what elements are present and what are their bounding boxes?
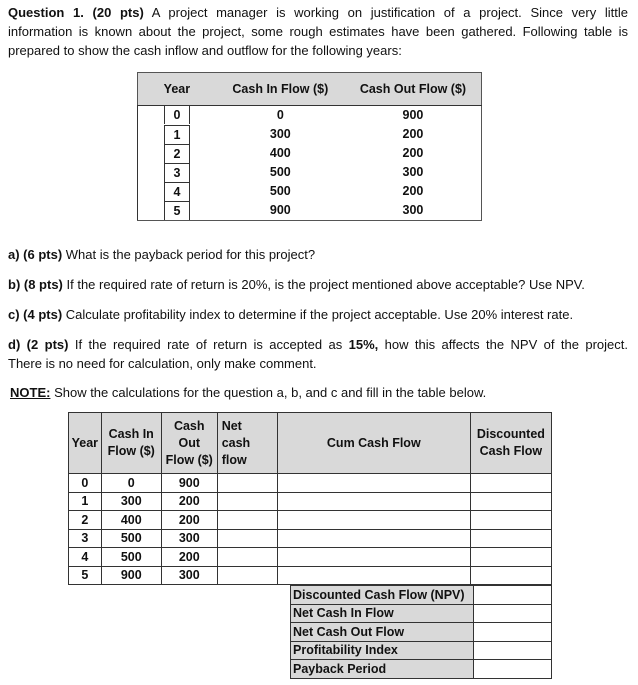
- discounted-cash-flow-cell[interactable]: [470, 548, 551, 567]
- year-cell: 2: [69, 511, 102, 530]
- discounted-cash-flow-cell[interactable]: [470, 566, 551, 585]
- year-cell: 3: [69, 529, 102, 548]
- header-discounted-cash-flow: [470, 413, 551, 474]
- year-cell: 1: [69, 492, 102, 511]
- part-d: [8, 335, 628, 373]
- cash-in-cell: 0: [276, 108, 284, 123]
- cash-out-cell: 200: [345, 125, 482, 144]
- discounted-cash-flow-cell[interactable]: [470, 529, 551, 548]
- cash-out-cell: 300: [345, 163, 482, 182]
- table-row: [69, 566, 552, 585]
- cum-cash-flow-cell[interactable]: [277, 566, 470, 585]
- cash-in-cell: 500: [269, 184, 291, 198]
- part-a-text: What is the payback period for this project?: [62, 247, 316, 262]
- part-d-text1: If the required rate of return is accepted as: [68, 337, 349, 352]
- header-net-line2: cash: [221, 435, 251, 450]
- cash-in-cell: 400: [269, 146, 291, 160]
- part-a: [8, 245, 628, 264]
- header-disc-line2: Cash Flow: [479, 444, 543, 458]
- header-year: Year: [138, 73, 216, 106]
- question-text-line3: prepared to show the cash inflow and outflow for the following years:: [8, 43, 402, 58]
- summary-label: Net Cash In Flow: [291, 604, 474, 623]
- discounted-cash-flow-cell[interactable]: [470, 474, 551, 493]
- net-cash-flow-cell[interactable]: [217, 548, 277, 567]
- cum-cash-flow-cell[interactable]: [277, 548, 470, 567]
- year-cell: 4: [69, 548, 102, 567]
- header-cum-cash-flow: [277, 413, 470, 474]
- header-year: [69, 413, 102, 474]
- cum-cash-flow-cell[interactable]: [277, 529, 470, 548]
- cash-flow-table-header: [138, 73, 482, 106]
- year-cell: 2: [164, 144, 190, 163]
- table-row: [138, 163, 482, 182]
- header-cash-in-line2: Flow ($): [107, 444, 155, 458]
- cash-out-cell: 300: [161, 566, 217, 585]
- table-row: [138, 144, 482, 163]
- summary-label: Net Cash Out Flow: [291, 623, 474, 642]
- table-row: [138, 106, 482, 125]
- table-row: [69, 529, 552, 548]
- part-c-label: c) (4 pts): [8, 307, 63, 322]
- net-cash-flow-cell[interactable]: [217, 529, 277, 548]
- header-disc-line1: Discounted: [476, 427, 545, 441]
- summary-value-cell[interactable]: [474, 641, 552, 660]
- table-row: [138, 125, 482, 144]
- cash-in-cell: 500: [269, 165, 291, 179]
- part-d-label: d) (2 pts): [8, 337, 69, 352]
- header-year-label: Year: [71, 435, 99, 450]
- note-label: NOTE:: [10, 385, 51, 400]
- summary-value-cell[interactable]: [474, 660, 552, 679]
- question-text-line1: A project manager is working on justification of a project. Since very little: [143, 5, 628, 20]
- part-d-line2: There is no need for calculation, only make comment.: [8, 356, 317, 371]
- part-b: [8, 275, 628, 294]
- net-cash-flow-cell[interactable]: [217, 474, 277, 493]
- header-cash-out-line2: Out: [178, 435, 200, 450]
- calculation-table: [68, 412, 552, 585]
- header-net-line1: Net: [221, 418, 242, 433]
- cash-out-cell: 900: [161, 474, 217, 493]
- summary-label: Profitability Index: [291, 641, 474, 660]
- discounted-cash-flow-cell[interactable]: [470, 492, 551, 511]
- cash-in-cell: 0: [101, 474, 161, 493]
- table-row: [138, 182, 482, 201]
- cash-in-cell: 500: [101, 548, 161, 567]
- cash-out-cell: 200: [345, 144, 482, 163]
- cum-cash-flow-cell[interactable]: [277, 511, 470, 530]
- question-label: Question 1. (20 pts): [8, 5, 144, 20]
- summary-row-npv: [291, 586, 552, 605]
- summary-row-net-cash-in: [291, 604, 552, 623]
- summary-row-payback-period: [291, 660, 552, 679]
- cash-in-cell: 400: [101, 511, 161, 530]
- calculation-table-header: [69, 413, 552, 474]
- part-c-text: Calculate profitability index to determine if the project acceptable. Use 20% interest rate.: [62, 307, 574, 322]
- part-b-label: b) (8 pts): [8, 277, 63, 292]
- header-net-cash-flow: [217, 413, 277, 474]
- header-cash-out: [161, 413, 217, 474]
- summary-row-net-cash-out: [291, 623, 552, 642]
- cash-out-cell: 900: [345, 106, 482, 125]
- header-net-line3: flow: [221, 452, 247, 467]
- question-paragraph: [8, 3, 628, 60]
- net-cash-flow-cell[interactable]: [217, 511, 277, 530]
- header-cum-label: Cum Cash Flow: [326, 435, 421, 450]
- year-cell: 5: [69, 566, 102, 585]
- table-row: [69, 548, 552, 567]
- note: [10, 383, 630, 402]
- summary-value-cell[interactable]: [474, 623, 552, 642]
- cash-out-cell: 200: [161, 492, 217, 511]
- year-cell: 4: [164, 182, 190, 201]
- year-cell: 5: [164, 201, 190, 220]
- cash-in-cell: 500: [101, 529, 161, 548]
- part-d-text2: how this affects the NPV of the project.: [378, 337, 628, 352]
- year-cell: 0: [164, 106, 190, 124]
- header-cash-out-line1: Cash: [173, 418, 205, 433]
- cash-out-cell: 300: [345, 201, 482, 221]
- summary-table: [290, 585, 552, 679]
- summary-value-cell[interactable]: [474, 586, 552, 605]
- net-cash-flow-cell[interactable]: [217, 492, 277, 511]
- table-row: [138, 201, 482, 221]
- cash-out-cell: 200: [161, 511, 217, 530]
- part-b-text: If the required rate of return is 20%, is the project mentioned above acceptable? Use NPV.: [62, 277, 585, 292]
- summary-label: Discounted Cash Flow (NPV): [291, 586, 474, 605]
- table-row: [69, 492, 552, 511]
- part-c: [8, 305, 628, 324]
- header-cash-in: [101, 413, 161, 474]
- header-cash-out: Cash Out Flow ($): [345, 73, 482, 106]
- summary-row-profitability-index: [291, 641, 552, 660]
- cash-in-cell: 300: [269, 127, 291, 141]
- question-text-line2: information is known about the project, some rough estimates have been gathered. Following table is: [8, 24, 628, 39]
- cash-out-cell: 300: [161, 529, 217, 548]
- year-cell: 0: [69, 474, 102, 493]
- cash-in-cell: 900: [216, 201, 345, 221]
- cash-in-cell: 900: [101, 566, 161, 585]
- cash-out-cell: 200: [161, 548, 217, 567]
- discounted-cash-flow-cell[interactable]: [470, 511, 551, 530]
- header-cash-in: Cash In Flow ($): [216, 73, 345, 106]
- header-cash-in-line1: Cash In: [108, 427, 154, 441]
- summary-label: Payback Period: [291, 660, 474, 679]
- cum-cash-flow-cell[interactable]: [277, 474, 470, 493]
- cum-cash-flow-cell[interactable]: [277, 492, 470, 511]
- note-text: Show the calculations for the question a, b, and c and fill in the table below.: [50, 385, 487, 400]
- part-a-label: a) (6 pts): [8, 247, 63, 262]
- cash-flow-table: [137, 72, 482, 221]
- cash-in-cell: 300: [101, 492, 161, 511]
- table-row: [69, 511, 552, 530]
- year-cell: 1: [164, 125, 190, 144]
- summary-value-cell[interactable]: [474, 604, 552, 623]
- cash-out-cell: 200: [345, 182, 482, 201]
- table-row: [69, 474, 552, 493]
- part-d-rate: 15%,: [348, 337, 379, 352]
- net-cash-flow-cell[interactable]: [217, 566, 277, 585]
- header-cash-out-line3: Flow ($): [165, 452, 213, 467]
- year-cell: 3: [164, 163, 190, 182]
